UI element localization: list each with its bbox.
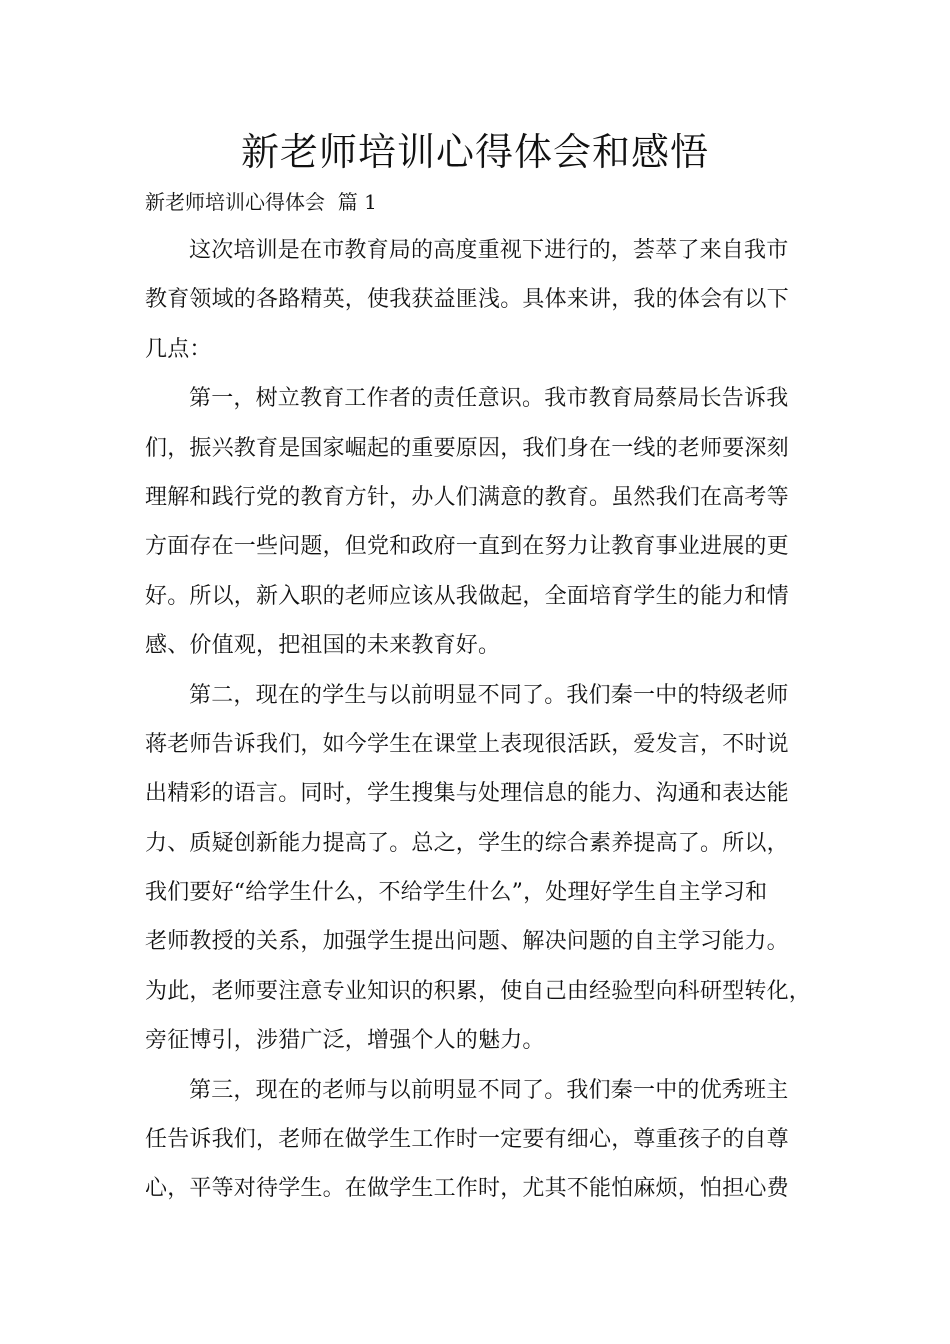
document-title: 新老师培训心得体会和感悟 [240,130,709,174]
body-text-line: 好。所以，新入职的老师应该从我做起，全面培育学生的能力和情 [145,583,789,609]
body-text-line: 第三，现在的老师与以前明显不同了。我们秦一中的优秀班主 [189,1077,789,1103]
body-text-line: 理解和践行党的教育方针，办人们满意的教育。虽然我们在高考等 [145,484,789,510]
body-text-line: 教育领域的各路精英，使我获益匪浅。具体来讲，我的体会有以下 [145,287,789,313]
body-text-line: 方面存在一些问题，但党和政府一直到在努力让教育事业进展的更 [145,534,789,560]
body-text-line: 这次培训是在市教育局的高度重视下进行的，荟萃了来自我市 [189,238,789,263]
body-text-line: 力、质疑创新能力提高了。总之，学生的综合素养提高了。所以， [145,830,789,856]
document-subtitle: 新老师培训心得体会 篇 1 [145,190,377,214]
body-text-line: 心，平等对待学生。在做学生工作时，尤其不能怕麻烦，怕担心费 [145,1176,789,1202]
body-text-line: 几点： [145,336,212,362]
body-text-line: 第一，树立教育工作者的责任意识。我市教育局蔡局长告诉我 [189,386,789,412]
body-text-line: 出精彩的语言。同时，学生搜集与处理信息的能力、沟通和表达能 [145,781,789,807]
body-text-line: 为此，老师要注意专业知识的积累，使自己由经验型向科研型转化， [145,978,812,1004]
body-text-line: 我们要好“给学生什么，不给学生什么”，处理好学生自主学习和 [145,880,768,906]
document-body [145,226,812,1214]
body-text-line: 任告诉我们，老师在做学生工作时一定要有细心，尊重孩子的自尊 [145,1127,789,1153]
body-text-line: 旁征博引，涉猎广泛，增强个人的魅力。 [145,1028,545,1054]
body-text-line: 第二，现在的学生与以前明显不同了。我们秦一中的特级老师 [189,682,789,708]
body-text-line: 们，振兴教育是国家崛起的重要原因，我们身在一线的老师要深刻 [145,435,789,461]
body-text-line: 感、价值观，把祖国的未来教育好。 [145,633,501,659]
body-text-line: 蒋老师告诉我们，如今学生在课堂上表现很活跃，爱发言，不时说 [145,731,789,757]
body-text-line: 老师教授的关系，加强学生提出问题、解决问题的自主学习能力。 [145,929,789,955]
